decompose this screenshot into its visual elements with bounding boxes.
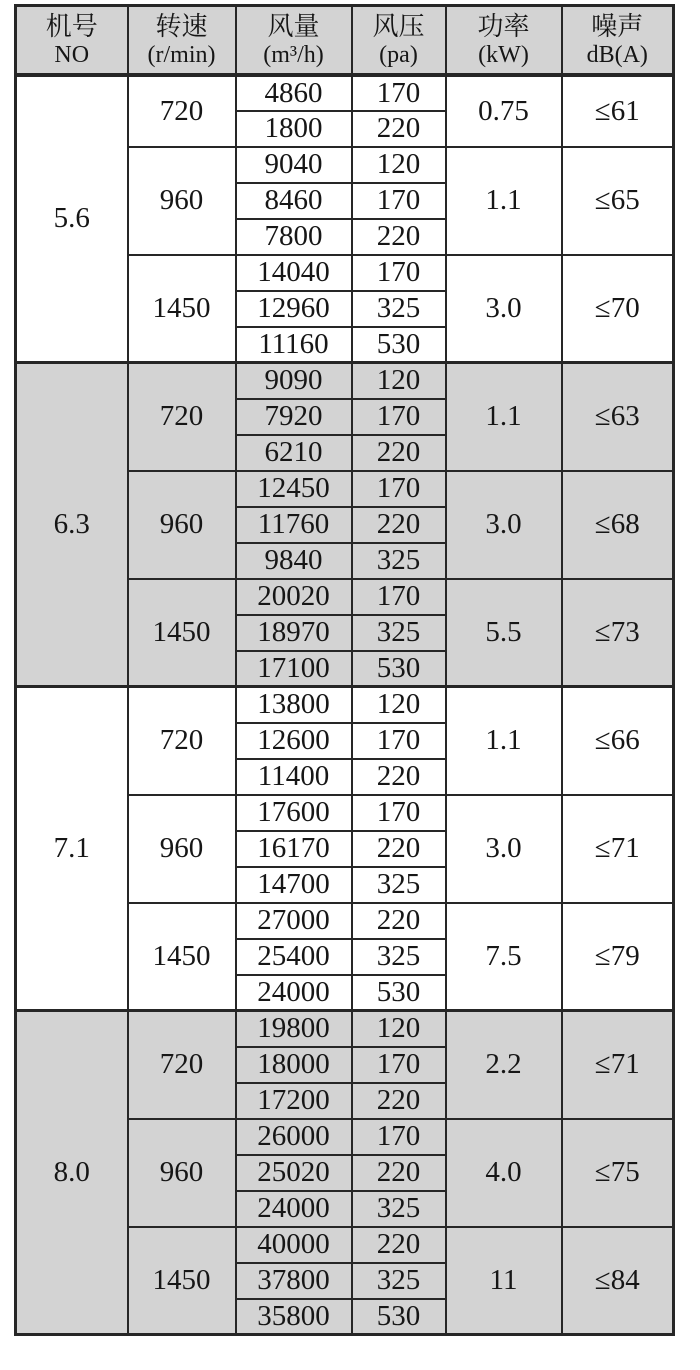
airflow-cell: 25400 [236, 939, 352, 975]
spec-row [16, 1011, 674, 1047]
noise-cell: ≤73 [562, 579, 674, 687]
header-pressure-label: 风压 [372, 11, 425, 41]
power-cell: 7.5 [446, 903, 562, 1011]
pressure-cell: 530 [352, 651, 446, 687]
header-power [446, 6, 562, 75]
airflow-cell: 13800 [236, 687, 352, 723]
airflow-cell: 40000 [236, 1227, 352, 1263]
pressure-cell: 530 [352, 975, 446, 1011]
pressure-cell: 220 [352, 831, 446, 867]
noise-cell: ≤65 [562, 147, 674, 255]
pressure-cell: 120 [352, 687, 446, 723]
airflow-cell: 1800 [236, 111, 352, 147]
pressure-cell: 220 [352, 111, 446, 147]
pressure-cell: 170 [352, 579, 446, 615]
header-machine-no-label: 机号 [45, 11, 98, 41]
pressure-cell: 170 [352, 255, 446, 291]
header-noise [562, 6, 674, 75]
speed-cell: 1450 [128, 903, 236, 1011]
airflow-cell: 17600 [236, 795, 352, 831]
header-speed [128, 6, 236, 75]
header-airflow-unit: (m³/h) [263, 41, 324, 68]
machine-no-cell: 7.1 [16, 687, 128, 1011]
pressure-cell: 325 [352, 867, 446, 903]
power-cell: 11 [446, 1227, 562, 1335]
header-noise-label: 噪声 [591, 11, 644, 41]
pressure-cell: 325 [352, 1263, 446, 1299]
noise-cell: ≤79 [562, 903, 674, 1011]
speed-cell: 720 [128, 1011, 236, 1119]
pressure-cell: 530 [352, 1299, 446, 1335]
noise-cell: ≤70 [562, 255, 674, 363]
speed-cell: 1450 [128, 579, 236, 687]
pressure-cell: 325 [352, 291, 446, 327]
airflow-cell: 12450 [236, 471, 352, 507]
noise-cell: ≤84 [562, 1227, 674, 1335]
power-cell: 4.0 [446, 1119, 562, 1227]
pressure-cell: 170 [352, 795, 446, 831]
speed-cell: 720 [128, 363, 236, 471]
airflow-cell: 12600 [236, 723, 352, 759]
pressure-cell: 220 [352, 435, 446, 471]
airflow-cell: 9040 [236, 147, 352, 183]
airflow-cell: 24000 [236, 1191, 352, 1227]
speed-cell: 960 [128, 147, 236, 255]
header-noise-unit: dB(A) [586, 41, 648, 68]
header-pressure [352, 6, 446, 75]
airflow-cell: 7800 [236, 219, 352, 255]
pressure-cell: 120 [352, 1011, 446, 1047]
pressure-cell: 220 [352, 903, 446, 939]
header-speed-label: 转速 [155, 11, 208, 41]
header-machine-no-unit: NO [54, 41, 90, 68]
pressure-cell: 170 [352, 183, 446, 219]
header-power-unit: (kW) [478, 41, 529, 68]
pressure-cell: 530 [352, 327, 446, 363]
noise-cell: ≤71 [562, 1011, 674, 1119]
table-body [16, 75, 674, 1335]
pressure-cell: 170 [352, 75, 446, 111]
pressure-cell: 120 [352, 147, 446, 183]
power-cell: 1.1 [446, 147, 562, 255]
power-cell: 3.0 [446, 255, 562, 363]
header-airflow-label: 风量 [267, 11, 320, 41]
speed-cell: 720 [128, 75, 236, 147]
airflow-cell: 6210 [236, 435, 352, 471]
pressure-cell: 220 [352, 759, 446, 795]
pressure-cell: 220 [352, 507, 446, 543]
airflow-cell: 11160 [236, 327, 352, 363]
noise-cell: ≤63 [562, 363, 674, 471]
airflow-cell: 11400 [236, 759, 352, 795]
speed-cell: 1450 [128, 255, 236, 363]
airflow-cell: 17100 [236, 651, 352, 687]
pressure-cell: 170 [352, 399, 446, 435]
power-cell: 5.5 [446, 579, 562, 687]
speed-cell: 1450 [128, 1227, 236, 1335]
noise-cell: ≤75 [562, 1119, 674, 1227]
spec-row [16, 75, 674, 111]
pressure-cell: 325 [352, 615, 446, 651]
header-machine-no [16, 6, 128, 75]
airflow-cell: 14040 [236, 255, 352, 291]
pressure-cell: 325 [352, 939, 446, 975]
machine-no-cell: 8.0 [16, 1011, 128, 1335]
airflow-cell: 20020 [236, 579, 352, 615]
airflow-cell: 11760 [236, 507, 352, 543]
airflow-cell: 17200 [236, 1083, 352, 1119]
noise-cell: ≤66 [562, 687, 674, 795]
airflow-cell: 4860 [236, 75, 352, 111]
airflow-cell: 24000 [236, 975, 352, 1011]
airflow-cell: 19800 [236, 1011, 352, 1047]
pressure-cell: 120 [352, 363, 446, 399]
airflow-cell: 25020 [236, 1155, 352, 1191]
pressure-cell: 220 [352, 219, 446, 255]
pressure-cell: 325 [352, 1191, 446, 1227]
airflow-cell: 7920 [236, 399, 352, 435]
power-cell: 3.0 [446, 795, 562, 903]
header-airflow [236, 6, 352, 75]
speed-cell: 960 [128, 1119, 236, 1227]
fan-spec-table [14, 4, 675, 1336]
noise-cell: ≤71 [562, 795, 674, 903]
pressure-cell: 220 [352, 1155, 446, 1191]
header-pressure-unit: (pa) [379, 41, 418, 68]
power-cell: 0.75 [446, 75, 562, 147]
machine-no-cell: 5.6 [16, 75, 128, 363]
airflow-cell: 37800 [236, 1263, 352, 1299]
pressure-cell: 220 [352, 1083, 446, 1119]
airflow-cell: 18970 [236, 615, 352, 651]
pressure-cell: 325 [352, 543, 446, 579]
header-speed-unit: (r/min) [147, 41, 216, 68]
pressure-cell: 220 [352, 1227, 446, 1263]
airflow-cell: 9090 [236, 363, 352, 399]
airflow-cell: 16170 [236, 831, 352, 867]
airflow-cell: 8460 [236, 183, 352, 219]
speed-cell: 960 [128, 471, 236, 579]
power-cell: 1.1 [446, 687, 562, 795]
header-power-label: 功率 [477, 11, 530, 41]
spec-row [16, 687, 674, 723]
airflow-cell: 35800 [236, 1299, 352, 1335]
power-cell: 1.1 [446, 363, 562, 471]
airflow-cell: 18000 [236, 1047, 352, 1083]
header-row [16, 6, 674, 75]
power-cell: 3.0 [446, 471, 562, 579]
spec-row [16, 363, 674, 399]
pressure-cell: 170 [352, 1119, 446, 1155]
airflow-cell: 14700 [236, 867, 352, 903]
machine-no-cell: 6.3 [16, 363, 128, 687]
speed-cell: 720 [128, 687, 236, 795]
noise-cell: ≤61 [562, 75, 674, 147]
power-cell: 2.2 [446, 1011, 562, 1119]
airflow-cell: 12960 [236, 291, 352, 327]
airflow-cell: 27000 [236, 903, 352, 939]
pressure-cell: 170 [352, 1047, 446, 1083]
pressure-cell: 170 [352, 723, 446, 759]
noise-cell: ≤68 [562, 471, 674, 579]
speed-cell: 960 [128, 795, 236, 903]
airflow-cell: 9840 [236, 543, 352, 579]
pressure-cell: 170 [352, 471, 446, 507]
airflow-cell: 26000 [236, 1119, 352, 1155]
